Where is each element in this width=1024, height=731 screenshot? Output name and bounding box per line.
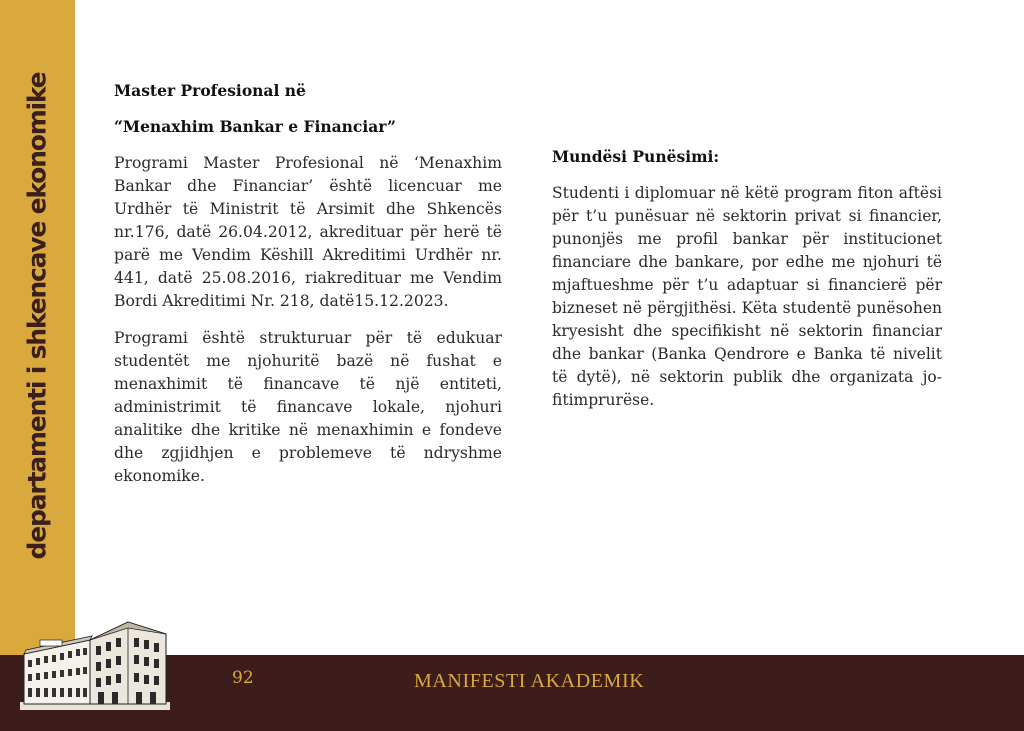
employment-description: Studenti i diplomuar në këtë program fiton aftësi për t’u punësuar në sektorin privat si financier, punonjës me profil bankar për institucionet financiare dhe bankare, por edhe me njohuri të mjaftueshme për t’u adaptuar si financierë për bizneset në përgjithësi. Këta studentë punësohen kryesisht dhe specifikisht në sektorin financiar dhe bankar (Banka Qendrore e Banka të nivelit të dytë), në sektorin publik dhe organizata jo-fitimprurëse. [552, 184, 942, 409]
page-number: 92 [232, 668, 254, 688]
sidebar-department-title: departamenti i shkencave ekonomike [22, 72, 52, 560]
sidebar-band [0, 0, 75, 655]
university-building-icon [20, 618, 170, 710]
right-column [552, 146, 942, 426]
left-column [114, 80, 502, 502]
footer-publication-title: MANIFESTI AKADEMIK [414, 670, 645, 692]
program-heading-line2: “Menaxhim Bankar e Financiar” [114, 117, 396, 136]
employment-heading: Mundësi Punësimi: [552, 147, 720, 166]
program-heading-line1: Master Profesional në [114, 81, 306, 100]
program-structure: Programi është strukturuar për të edukuar studentët me njohuritë bazë në fushat e menaxhimit të financave të një entiteti, administrimit të financave lokale, njohuri analitike dhe kritike në menaxhimin e fondeve dhe zgjidhjen e problemeve të ndryshme ekonomike. [114, 329, 502, 485]
program-description: Programi Master Profesional në ‘Menaxhim Bankar dhe Financiar’ është licencuar me Urdhër të Ministrit të Arsimit dhe Shkencës nr.176, datë 26.04.2012, akredituar për herë të parë me Vendim Këshill Akreditimi Urdhër nr. 441, datë 25.08.2016, riakredituar me Vendim Bordi Akreditimi Nr. 218, datë15.12.2023. [114, 154, 502, 310]
